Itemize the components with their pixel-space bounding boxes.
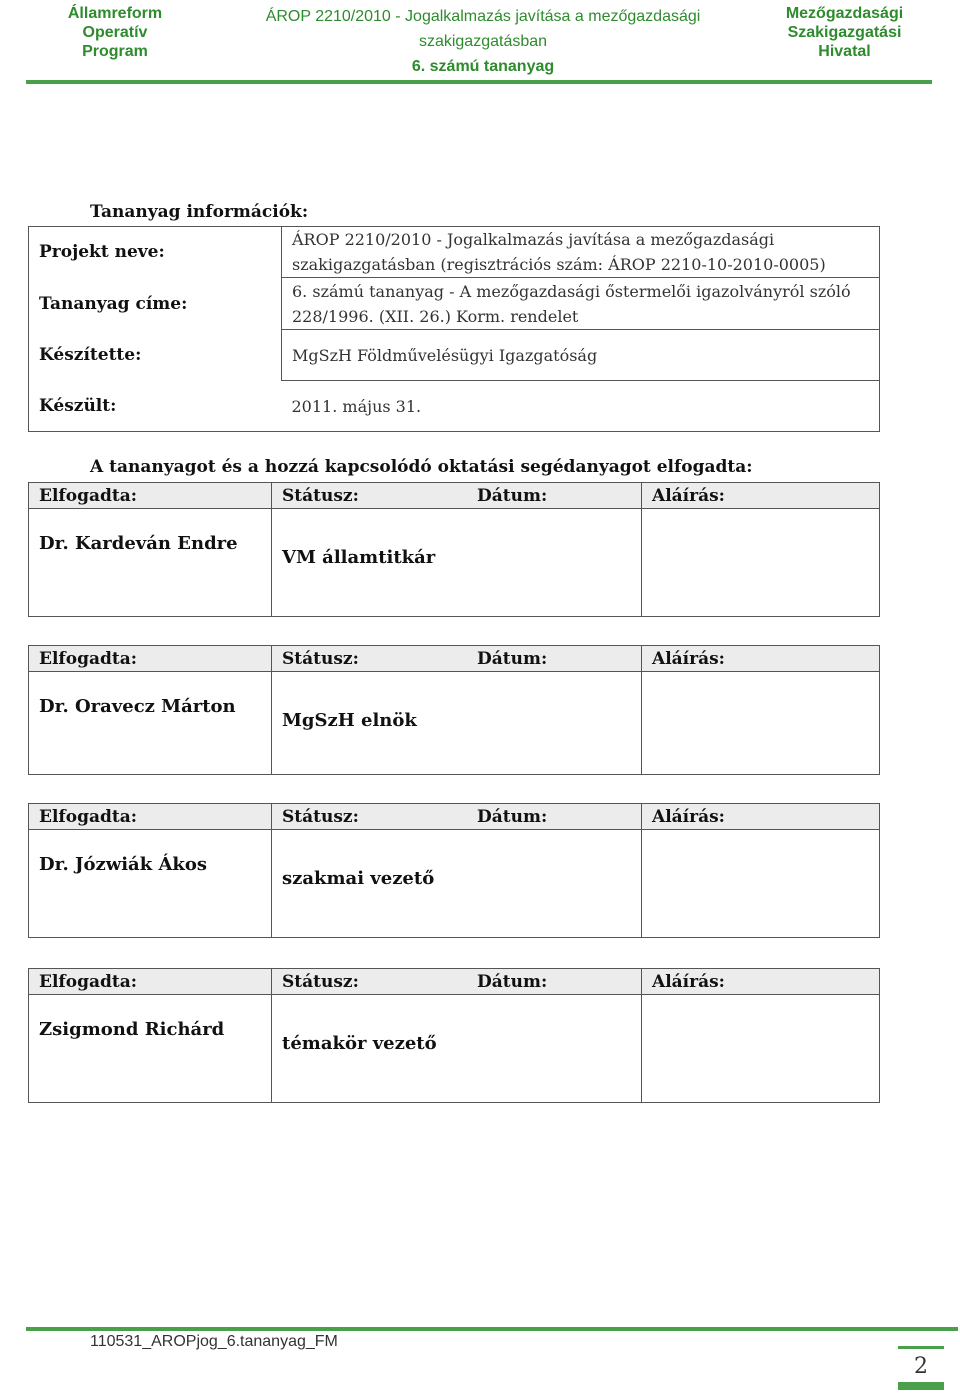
approver-status: VM államtitkár [282,547,436,568]
info-row-project [29,227,880,278]
info-value: 6. számú tananyag - A mezőgazdasági őstermelői igazolványról szóló 228/1996. (XII. 26.) Korm. rendelet [282,278,880,330]
col-header-signature: Aláírás: [642,804,880,830]
info-title: Tananyag információk: [90,202,309,222]
col-header-approved-by: Elfogadta: [29,804,272,830]
col-header-date: Dátum: [467,646,642,672]
col-header-date: Dátum: [467,969,642,995]
approval-block-2 [28,645,880,775]
info-label: Készült: [29,381,282,432]
approver-name: Dr. Oravecz Márton [39,696,236,717]
footer-rule [26,1327,958,1331]
col-header-status: Státusz: [272,483,468,509]
approver-name: Dr. Kardeván Endre [39,533,238,554]
header-left-org: Államreform Operatív Program [67,5,163,60]
info-label: Készítette: [29,330,282,381]
page-number-box [898,1346,944,1390]
signature-cell [642,995,880,1103]
header-project-title [226,4,740,79]
info-row-title [29,278,880,330]
col-header-approved-by: Elfogadta: [29,969,272,995]
footer-filename: 110531_AROPjog_6.tananyag_FM [90,1333,338,1350]
approval-block-1 [28,482,880,617]
col-header-status: Státusz: [272,646,468,672]
col-header-date: Dátum: [467,804,642,830]
approver-name: Zsigmond Richárd [39,1019,225,1040]
info-label: Projekt neve: [29,227,282,278]
signature-cell [642,830,880,938]
info-row-author [29,330,880,381]
approver-status: témakör vezető [282,1033,437,1054]
signature-cell [642,509,880,617]
col-header-approved-by: Elfogadta: [29,483,272,509]
col-header-status: Státusz: [272,804,468,830]
info-table [28,226,880,432]
approver-status: MgSzH elnök [282,710,417,731]
col-header-signature: Aláírás: [642,646,880,672]
approval-block-4 [28,968,880,1103]
col-header-signature: Aláírás: [642,483,880,509]
col-header-date: Dátum: [467,483,642,509]
header-rule [26,80,932,84]
approver-name: Dr. Józwiák Ákos [39,854,208,875]
info-value: ÁROP 2210/2010 - Jogalkalmazás javítása a mezőgazdasági szakigazgatásban (regisztrációs szám: ÁROP 2210-10-2010-0005) [282,227,880,278]
approver-status: szakmai vezető [282,868,435,889]
col-header-signature: Aláírás: [642,969,880,995]
info-label: Tananyag címe: [29,278,282,330]
header-right-org: Mezőgazdasági Szakigazgatási Hivatal [785,5,904,60]
header-project-line1: ÁROP 2210/2010 - Jogalkalmazás javítása a mezőgazdasági [265,8,701,25]
col-header-approved-by: Elfogadta: [29,646,272,672]
info-row-date [29,381,880,432]
info-value: 2011. május 31. [282,381,880,432]
signature-cell [642,672,880,775]
approval-title: A tananyagot és a hozzá kapcsolódó oktatási segédanyagot elfogadta: [90,457,753,477]
header-project-line3: 6. számú tananyag [411,58,555,75]
approval-block-3 [28,803,880,938]
info-value: MgSzH Földművelésügyi Igazgatóság [282,330,880,381]
col-header-status: Státusz: [272,969,468,995]
header-project-line2: szakigazgatásban [418,33,548,50]
page-number: 2 [914,1354,928,1379]
